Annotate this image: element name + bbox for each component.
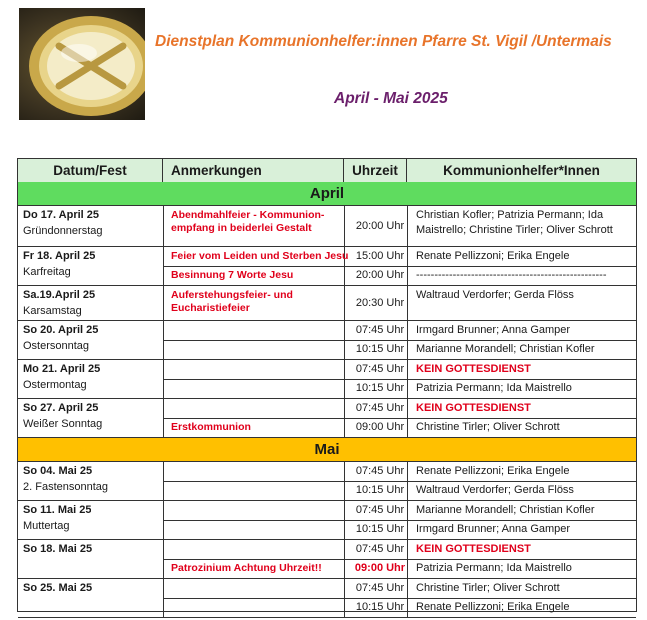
helpers-cell: Waltraud Verdorfer; Gerda Flöss	[416, 484, 574, 496]
feast-label: Ostermontag	[23, 379, 87, 391]
time-cell: 10:15 Uhr	[355, 523, 405, 535]
feast-label: Karsamstag	[23, 305, 82, 317]
page-title: Dienstplan Kommunionhelfer:innen Pfarre St. Vigil /Untermais	[155, 33, 612, 50]
helpers-cell: KEIN GOTTESDIENST	[416, 402, 531, 414]
helpers-cell: Waltraud Verdorfer; Gerda Flöss	[416, 289, 574, 301]
date-label: So 27. April 25	[23, 402, 99, 414]
table-row	[18, 360, 636, 399]
date-label: So 20. April 25	[23, 324, 99, 336]
helpers-cell: Irmgard Brunner; Anna Gamper	[416, 523, 571, 535]
note-cell: Auferstehungsfeier- und Eucharistiefeier	[171, 289, 293, 314]
time-cell: 20:00 Uhr	[355, 220, 405, 232]
date-cell	[23, 209, 103, 238]
col-header-anmerkungen: Anmerkungen	[163, 159, 344, 182]
table-row	[18, 501, 636, 540]
note-cell: Abendmahlfeier - Kommunion-empfang in beiderlei Gestalt	[171, 209, 325, 234]
date-label: So 25. Mai 25	[23, 582, 93, 594]
table-row	[18, 399, 636, 438]
date-label: So 18. Mai 25	[23, 543, 93, 555]
schedule-table	[17, 158, 637, 612]
feast-label: Muttertag	[23, 520, 70, 532]
section-band-mai: Mai	[18, 438, 636, 462]
time-cell: 07:45 Uhr	[355, 582, 405, 594]
date-label: Fr 18. April 25	[23, 250, 96, 262]
note-cell: Patrozinium Achtung Uhrzeit!!	[171, 562, 322, 574]
date-label: Do 17. April 25	[23, 209, 100, 221]
time-cell: 10:15 Uhr	[355, 343, 405, 355]
helpers-cell: KEIN GOTTESDIENST	[416, 363, 531, 375]
time-cell: 20:00 Uhr	[355, 269, 405, 281]
col-header-datum: Datum/Fest	[18, 159, 163, 182]
date-cell	[23, 250, 95, 279]
time-cell: 07:45 Uhr	[355, 465, 405, 477]
time-cell: 07:45 Uhr	[355, 543, 405, 555]
table-row	[18, 206, 636, 247]
table-row	[18, 462, 636, 501]
date-label: So 11. Mai 25	[23, 504, 92, 516]
note-cell: Erstkommunion	[171, 421, 251, 433]
time-cell: 15:00 Uhr	[355, 250, 405, 262]
date-cell	[23, 363, 100, 392]
time-cell: 10:15 Uhr	[355, 382, 405, 394]
date-cell	[23, 543, 92, 559]
feast-label: Gründonnerstag	[23, 225, 103, 237]
helpers-cell: Christine Tirler; Oliver Schrott	[416, 582, 560, 594]
helpers-cell: Christine Tirler; Oliver Schrott	[416, 421, 560, 433]
col-header-helfer: Kommunionhelfer*Innen	[443, 163, 600, 178]
page-subtitle: April - Mai 2025	[334, 90, 448, 107]
helpers-cell: Christian Kofler; Patrizia Permann; Ida Maistrello; Christine Tirler; Oliver Schrott	[416, 209, 613, 236]
date-label: So 04. Mai 25	[23, 465, 93, 477]
helpers-cell: Marianne Morandell; Christian Kofler	[416, 504, 595, 516]
helpers-cell: Irmgard Brunner; Anna Gamper	[416, 324, 571, 336]
feast-label: Ostersonntag	[23, 340, 90, 352]
date-label: Mo 21. April 25	[23, 363, 101, 375]
date-cell	[23, 324, 98, 353]
table-row	[18, 247, 636, 286]
helpers-cell: Marianne Morandell; Christian Kofler	[416, 343, 595, 355]
date-cell	[23, 582, 92, 598]
date-cell	[23, 504, 91, 533]
chalice-paten-image	[19, 8, 145, 120]
time-cell: 09:00 Uhr	[355, 421, 405, 433]
table-header-row	[18, 159, 636, 183]
time-cell: 20:30 Uhr	[355, 297, 405, 309]
date-cell	[23, 289, 95, 318]
date-label: Sa.19.April 25	[23, 289, 96, 301]
table-row	[18, 540, 636, 579]
helpers-cell: KEIN GOTTESDIENST	[416, 543, 531, 555]
helpers-cell: Patrizia Permann; Ida Maistrello	[416, 382, 572, 394]
table-row	[18, 321, 636, 360]
section-band-april: April	[18, 182, 636, 206]
table-row	[18, 286, 636, 321]
time-cell: 10:15 Uhr	[355, 601, 405, 613]
note-cell: Besinnung 7 Worte Jesu	[171, 269, 294, 281]
feast-label: Weißer Sonntag	[23, 418, 103, 430]
feast-label: 2. Fastensonntag	[23, 481, 109, 493]
time-cell: 09:00 Uhr	[354, 562, 406, 574]
time-cell: 07:45 Uhr	[355, 402, 405, 414]
col-header-uhrzeit: Uhrzeit	[344, 159, 407, 182]
helpers-cell: Renate Pellizzoni; Erika Engele	[416, 465, 570, 477]
date-cell	[23, 402, 102, 431]
time-cell: 10:15 Uhr	[355, 484, 405, 496]
table-row	[18, 579, 636, 618]
helpers-cell: Renate Pellizzoni; Erika Engele	[416, 250, 570, 262]
helpers-cell: ----------------------------------------------------	[416, 269, 607, 281]
time-cell: 07:45 Uhr	[355, 363, 405, 375]
note-cell: Feier vom Leiden und Sterben Jesu	[171, 250, 349, 262]
time-cell: 07:45 Uhr	[355, 504, 405, 516]
time-cell: 07:45 Uhr	[355, 324, 405, 336]
feast-label: Karfreitag	[23, 266, 71, 278]
date-cell	[23, 465, 108, 494]
helpers-cell: Renate Pellizzoni; Erika Engele	[416, 601, 570, 613]
helpers-cell: Patrizia Permann; Ida Maistrello	[416, 562, 572, 574]
